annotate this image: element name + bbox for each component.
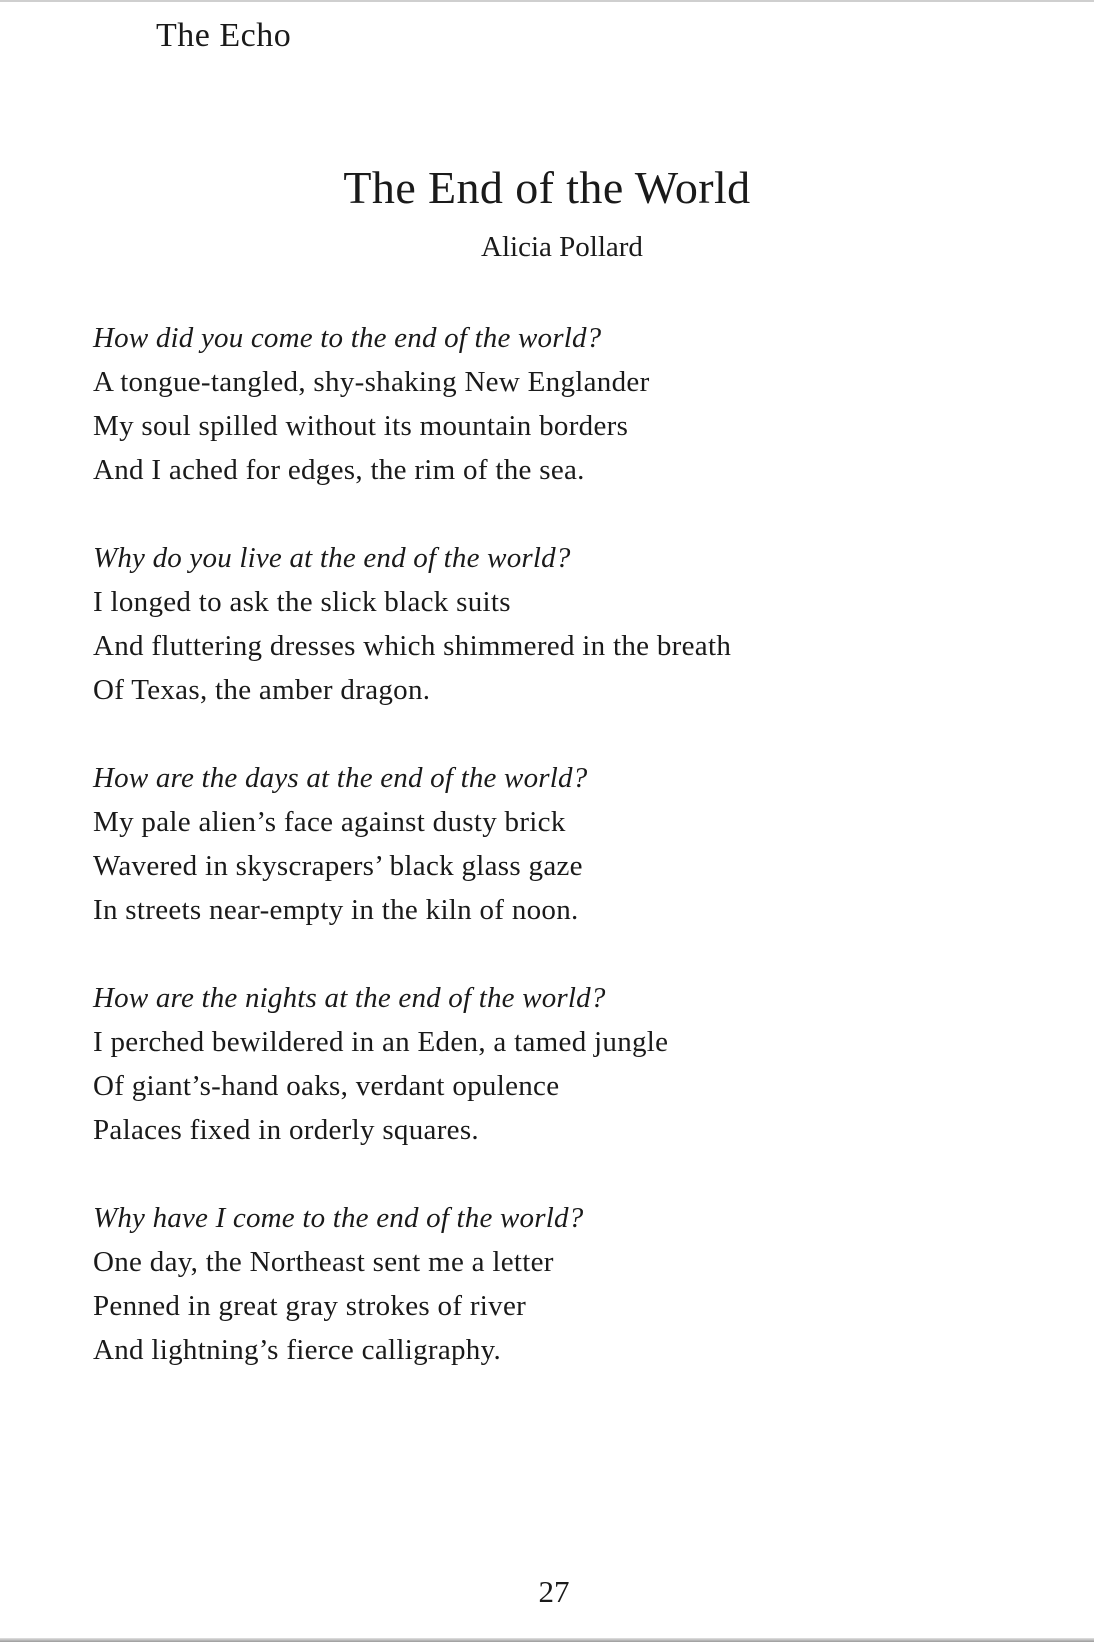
stanza-5 — [93, 1196, 1053, 1372]
stanza-2 — [93, 536, 1053, 712]
poem-line: Palaces fixed in orderly squares. — [93, 1114, 479, 1146]
poem-line: And I ached for edges, the rim of the sea. — [93, 454, 585, 486]
poem-title: The End of the World — [343, 162, 751, 213]
stanza-3 — [93, 756, 1053, 932]
poem-body — [93, 316, 1053, 1416]
poem-line: Of giant’s-hand oaks, verdant opulence — [93, 1070, 560, 1102]
poem-line: Of Texas, the amber dragon. — [93, 674, 431, 706]
poem-line: One day, the Northeast sent me a letter — [93, 1246, 554, 1278]
stanza-question: Why do you live at the end of the world? — [93, 542, 571, 574]
stanza-question: Why have I come to the end of the world? — [93, 1202, 584, 1234]
poem-line: I perched bewildered in an Eden, a tamed jungle — [93, 1026, 669, 1058]
poem-line: My pale alien’s face against dusty brick — [93, 806, 566, 838]
stanza-question: How are the nights at the end of the world? — [93, 982, 606, 1014]
poem-line: I longed to ask the slick black suits — [93, 586, 511, 618]
stanza-question: How did you come to the end of the world? — [93, 322, 602, 354]
stanza-1 — [93, 316, 1053, 492]
poem-line: And lightning’s fierce calligraphy. — [93, 1334, 502, 1366]
page-top-edge — [0, 0, 1094, 2]
poem-line: A tongue-tangled, shy-shaking New Englander — [93, 366, 650, 398]
poem-line: Penned in great gray strokes of river — [93, 1290, 527, 1322]
running-head: The Echo — [156, 17, 292, 54]
poem-line: My soul spilled without its mountain borders — [93, 410, 629, 442]
page-bottom-edge — [0, 1638, 1094, 1642]
page-number: 27 — [538, 1574, 570, 1609]
poem-author: Alicia Pollard — [481, 231, 643, 263]
stanza-question: How are the days at the end of the world? — [93, 762, 588, 794]
poem-line: In streets near-empty in the kiln of noon. — [93, 894, 579, 926]
stanza-4 — [93, 976, 1053, 1152]
poem-line: Wavered in skyscrapers’ black glass gaze — [93, 850, 583, 882]
poem-line: And fluttering dresses which shimmered in the breath — [93, 630, 732, 662]
